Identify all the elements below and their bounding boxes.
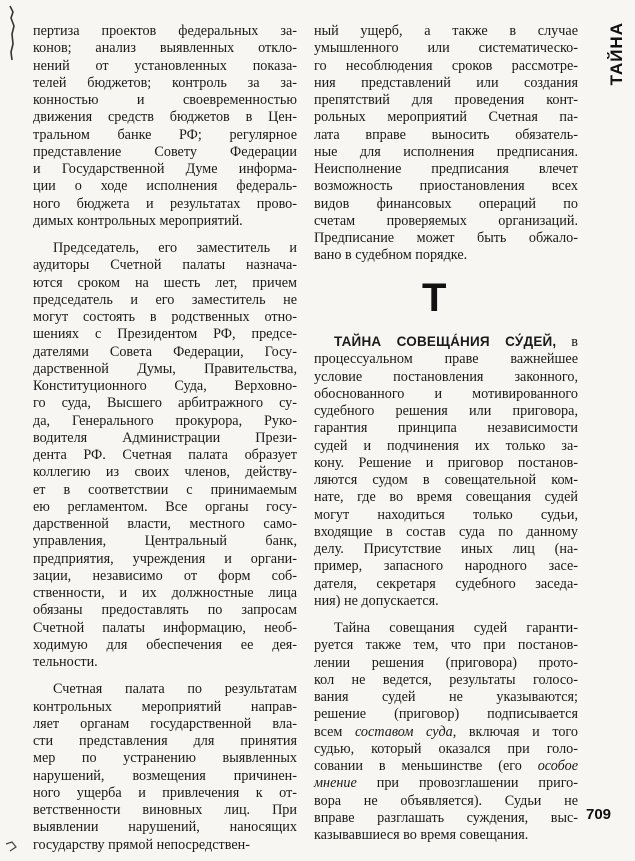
text-line: пример, запасного народного засе- <box>314 558 578 575</box>
italic-term: мнение <box>314 775 357 792</box>
text-line: председатель и его заместитель не <box>33 291 297 308</box>
text-line: всем составом суда, включая и того <box>314 723 578 740</box>
text-line: контрольных мероприятий направ- <box>33 698 297 715</box>
text-line: возможность приостановления всех <box>314 178 578 195</box>
text-line: умышленного или систематическо- <box>314 40 578 57</box>
text-line: ляются судом в совещательной ком- <box>314 472 578 488</box>
text-line: входящие в состав суда по данному <box>314 523 578 540</box>
text-line: могут состоять в родственных отно- <box>33 309 297 325</box>
text-line: зации, независимо от форм соб- <box>33 567 297 584</box>
text-line: государству прямой непосредствен- <box>33 836 250 853</box>
text-line: могут находиться только судьи, <box>314 506 578 523</box>
text-line: условие постановления законного, <box>314 368 578 385</box>
text-line: Счетная палата по результатам <box>53 681 297 698</box>
text-line: Председатель, его заместитель и <box>53 240 297 256</box>
text-line: пертиза проектов федеральных за- <box>33 23 297 39</box>
text-line: дарственной Думы, Правительства, <box>33 360 297 377</box>
text-line: ния представлений или создания <box>314 74 578 91</box>
text-line: нате, где во время совещания судей <box>314 489 578 506</box>
text-line: ственности, и их должностные лица <box>33 585 297 601</box>
text-line: казывавшиеся во время совещания. <box>314 827 529 843</box>
text-line: Неисполнение предписания влечет <box>314 161 578 177</box>
italic-term: составом суда <box>354 723 453 740</box>
entry-first-line-rest: в <box>571 334 578 350</box>
text-line: ции о ходе исполнения федераль- <box>33 178 297 195</box>
scan-speck-mark <box>4 838 18 854</box>
entry-paragraph-1 <box>314 351 578 620</box>
text-line: управления, Центральный банк, <box>33 533 297 550</box>
text-line: тельности. <box>33 654 98 670</box>
text-line: тральном банке РФ; регулярное <box>33 126 297 143</box>
text-line: и Государственной Думе информа- <box>33 161 297 177</box>
scan-speck-mark <box>4 4 18 64</box>
page-number: 709 <box>586 806 612 823</box>
text-line: сти представления для принятия <box>33 733 297 749</box>
text-line: ходимую для обеспечения ее дея- <box>33 636 297 653</box>
text-line: гарантия принципа независимости <box>314 420 578 437</box>
text-line: счетам проверяемых организаций. <box>314 212 578 229</box>
text-line: мнение при провозглашении приго- <box>314 775 578 792</box>
text-line: ею регламентом. Все органы госу- <box>33 498 297 515</box>
text-line: конностью и своевременностью <box>33 92 297 108</box>
text-line: ный ущерб, а также в случае <box>314 23 578 39</box>
text-line: Счетной палаты информацию, необ- <box>33 619 297 636</box>
text-line: решение (приговор) подписывается <box>314 706 578 723</box>
text-line: нений от установленных показа- <box>33 57 297 74</box>
text-line: делу. Присутствие иных лиц (на- <box>314 541 578 557</box>
text-line: конов; анализ выявленных откло- <box>33 40 297 57</box>
text-line: лении решения (приговора) прото- <box>314 654 578 671</box>
dictionary-entry <box>314 333 578 844</box>
text-line: видов финансовых операций по <box>314 195 578 212</box>
text-line: ные для исполнения предписания. <box>314 143 578 160</box>
text-line: водителя Администрации Прези- <box>33 429 297 446</box>
text-line: совании в меньшинстве (его особое <box>314 758 578 774</box>
text-line: движения средств бюджетов в Цен- <box>33 109 297 126</box>
text-line: судебного решения или приговора, <box>314 403 578 419</box>
text-line: обоснованного и мотивированного <box>314 385 578 402</box>
text-line: ветственности виновных лиц. При <box>33 802 297 818</box>
text-line: ного ущерба и привлечения к от- <box>33 784 297 801</box>
left-column <box>33 23 297 854</box>
text-line: дарственной власти, местного само- <box>33 516 297 532</box>
text-line: коллегию из своих членов, действу- <box>33 464 297 481</box>
text-line: го суда, Высшего арбитражного су- <box>33 395 297 412</box>
section-letter: Т <box>422 276 447 320</box>
text-line: ются сроком на шесть лет, причем <box>33 274 297 291</box>
text-line: го несоблюдения сроков рассмотре- <box>314 57 578 74</box>
text-line: ет в соответствии с принимаемым <box>33 481 297 498</box>
text-line: телей бюджетов; контроль за за- <box>33 74 297 91</box>
text-line: судью, который оказался при голо- <box>314 740 578 757</box>
entry-headword: ТАЙНА СОВЕЩÁНИЯ СУ́ДЕЙ, <box>334 334 557 349</box>
entry-paragraph-2 <box>314 620 578 724</box>
text-line: процессуальном праве важнейшее <box>314 351 578 368</box>
text-line: нарушений, возмещения причинен- <box>33 767 297 784</box>
text-line: вано в судебном порядке. <box>314 247 468 264</box>
text-line: ного бюджета и результатах прово- <box>33 195 297 212</box>
text-line: Предписание может быть обжало- <box>314 230 578 246</box>
text-line: димых контрольных мероприятий. <box>33 212 243 229</box>
text-line: ляет органам государственной вла- <box>33 715 297 732</box>
right-column-top <box>314 23 578 265</box>
text-line: кол не ведется, результаты голосо- <box>314 671 578 688</box>
text-line: руется также тем, что при постанов- <box>314 637 578 654</box>
running-head: ТАЙНА <box>607 22 626 86</box>
text-line: шениях с Президентом РФ, предсе- <box>33 326 297 343</box>
text-line: Конституционного Суда, Верховно- <box>33 378 297 394</box>
text-line: лата вправе выносить обязатель- <box>314 126 578 143</box>
text-line: ния) не допускается. <box>314 592 439 609</box>
italic-term: особое <box>537 758 578 774</box>
text-line: препятствий для проведения конт- <box>314 92 578 108</box>
text-line: Тайна совещания судей гаранти- <box>334 620 578 636</box>
text-line: выявлении нарушений, наносящих <box>33 819 297 836</box>
text-line: дателя, секретаря судебного заседа- <box>314 575 578 592</box>
text-line: судей и подчинения их только за- <box>314 437 578 454</box>
text-line: представление Совету Федерации <box>33 143 297 160</box>
text-line: дателями Совета Федерации, Госу- <box>33 343 297 360</box>
text-line: рольных мероприятий Счетная па- <box>314 109 578 126</box>
text-line: мер по устранению выявленных <box>33 750 297 767</box>
text-line: аудиторы Счетной палаты назнача- <box>33 257 297 274</box>
text-line: да, Генерального прокурора, Руко- <box>33 412 297 429</box>
text-line: вора не объявляется). Судьи не <box>314 792 578 809</box>
text-line: дента РФ. Счетная палата образует <box>33 447 297 463</box>
text-line: предприятия, учреждения и органи- <box>33 550 297 567</box>
text-line: кону. Решение и приговор постанов- <box>314 454 578 471</box>
entry-first-line <box>314 333 578 351</box>
text-line: вания судей не указываются; <box>314 689 578 705</box>
text-line: обязаны предоставлять по запросам <box>33 602 297 619</box>
text-line: вправе разглашать суждения, выс- <box>314 809 578 826</box>
